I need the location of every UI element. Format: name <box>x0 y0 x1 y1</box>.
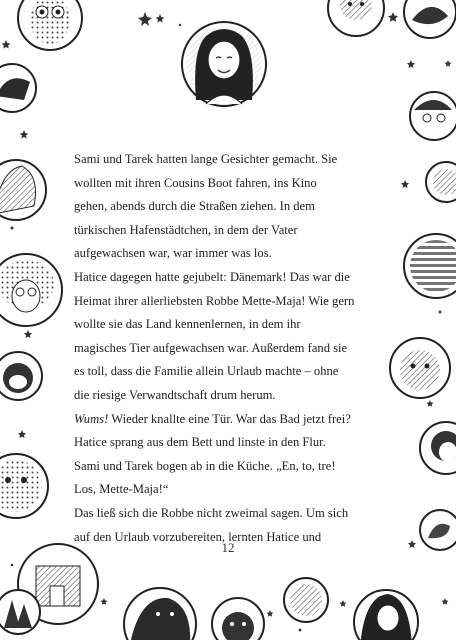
text-line: aufgewachsen war, war immer was los. <box>74 246 272 261</box>
child-medallion <box>420 422 456 474</box>
page-number: 12 <box>221 540 235 555</box>
sheep-medallion <box>426 162 456 202</box>
text-line: auf den Urlaub vorzubereiten, lernten Hatice und <box>74 529 322 544</box>
girl-bottom-medallion <box>354 590 418 640</box>
italic-interjection: Wums! <box>74 411 109 426</box>
leopard-medallion <box>0 454 48 518</box>
text-line: die riesige Verwandtschaft drum herum. <box>74 387 276 402</box>
paragraph <box>74 408 392 502</box>
pattern-bottom-medallion <box>284 578 328 622</box>
text-line: magisches Tier aufgewachsen war. Außerdem fand sie <box>74 340 348 355</box>
monkey-medallion <box>0 352 42 400</box>
text-line: Hatice sprang aus dem Bett und linste in den Flur. <box>74 435 326 450</box>
text-line: Sami und Tarek hatten lange Gesichter gemacht. Sie <box>74 152 338 166</box>
text-line: wollten mit ihren Cousins Boot fahren, ins Kino <box>74 175 317 190</box>
text-line: Sami und Tarek bogen ab in die Küche. „En, to, tre! <box>74 458 336 473</box>
bird-medallion <box>404 0 456 38</box>
paragraph <box>74 148 392 266</box>
panther-medallion <box>124 588 196 640</box>
text-line: Das ließ sich die Robbe nicht zweimal sagen. Um sich <box>74 505 349 520</box>
sheep-bottom-medallion <box>212 598 264 640</box>
text-line: Hatice dagegen hatte gejubelt: Dänemark! Das war die <box>74 269 350 284</box>
text-line: es toll, dass die Familie allein Urlaub machte – ohne <box>74 364 339 379</box>
forest-medallion <box>0 590 40 634</box>
bear-medallion <box>390 338 450 398</box>
dog-medallion <box>328 0 384 36</box>
text-line: Los, Mette-Maja!“ <box>74 482 169 497</box>
text-line: türkischen Hafenstädtchen, in dem der Vater <box>74 222 298 237</box>
text-line: Heimat ihrer allerliebsten Robbe Mette-Maja! Wie gern <box>74 293 355 308</box>
text-line: wollte sie das Land kennenlernen, in dem ihr <box>74 317 301 332</box>
woman-glasses-medallion <box>0 254 62 326</box>
owl-medallion <box>18 0 82 50</box>
horse-medallion <box>0 160 46 220</box>
text-line: gehen, abends durch die Straßen ziehen. In dem <box>74 199 315 214</box>
pattern-medallion <box>404 234 456 298</box>
portrait-girl-medallion <box>182 22 266 106</box>
man-glasses-medallion <box>410 92 456 140</box>
cat-medallion <box>0 64 36 112</box>
text-line: Wieder knallte eine Tür. War das Bad jetzt frei? <box>108 411 351 426</box>
paragraph <box>74 266 392 408</box>
body-text <box>74 148 392 549</box>
